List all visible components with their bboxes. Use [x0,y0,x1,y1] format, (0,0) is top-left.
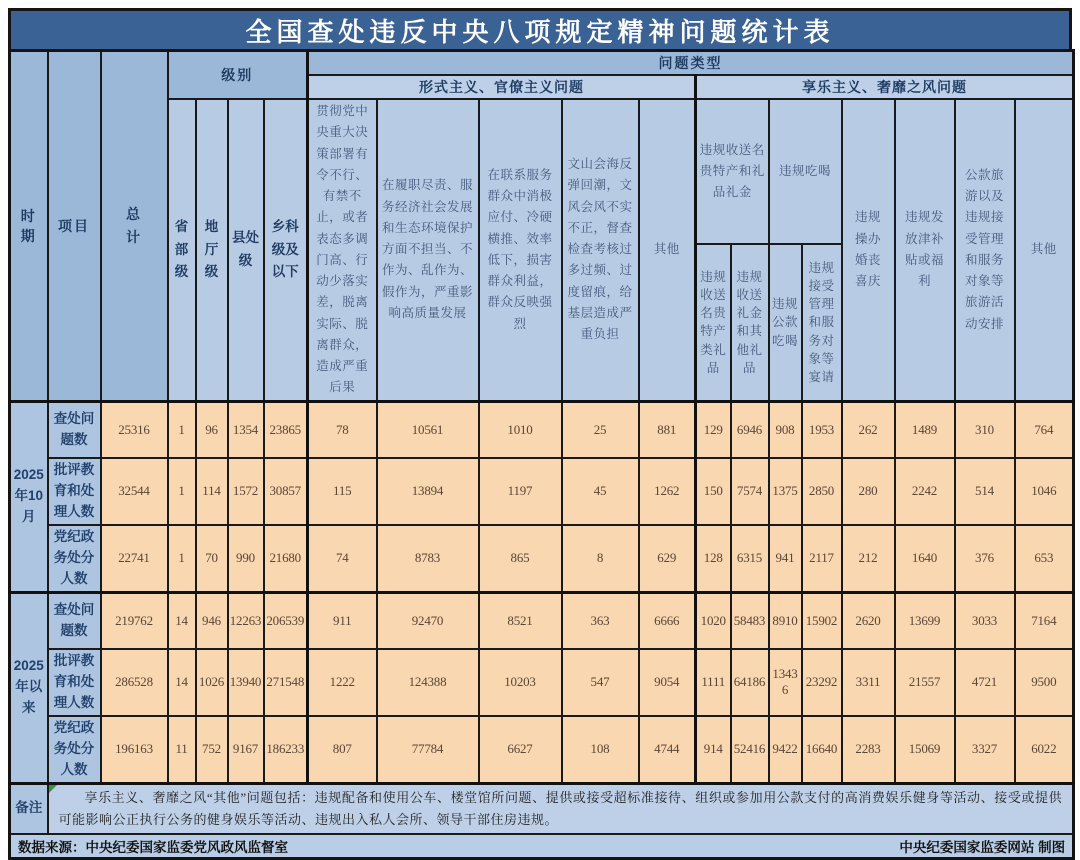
table-row [10,716,1074,783]
data-cell: 13894 [377,458,479,525]
col-wedding-funeral: 违规操办婚丧喜庆 [842,99,895,401]
header-hedonism-group: 享乐主义、奢靡之风问题 [696,75,1074,99]
data-cell: 908 [769,401,802,458]
data-cell: 8910 [769,592,802,649]
data-cell: 186233 [264,716,308,783]
data-cell: 1640 [895,525,955,592]
data-cell: 6666 [639,592,696,649]
data-source: 数据来源：中央纪委国家监委党风政风监督室 [18,839,288,855]
data-cell: 45 [562,458,639,525]
col-formalism-masses: 在联系服务群众中消极应付、冷硬横推、效率低下，损害群众利益，群众反映强烈 [479,99,562,401]
data-cell: 124388 [377,649,479,716]
data-cell: 92470 [377,592,479,649]
item-cell: 党纪政务处分人数 [48,716,101,783]
data-cell: 1026 [196,649,228,716]
source-row [10,834,1074,859]
data-cell: 7574 [731,458,769,525]
data-cell: 911 [308,592,377,649]
statistics-sheet [8,8,1072,860]
header-total [101,51,168,402]
data-cell: 115 [308,458,377,525]
data-cell: 13699 [895,592,955,649]
data-cell: 9167 [228,716,264,783]
data-cell: 3033 [955,592,1015,649]
data-cell: 3311 [842,649,895,716]
data-cell: 881 [639,401,696,458]
data-cell: 15902 [802,592,842,649]
data-cell: 6627 [479,716,562,783]
data-cell: 6315 [731,525,769,592]
table-row [10,401,1074,458]
data-cell: 8 [562,525,639,592]
data-cell: 1375 [769,458,802,525]
data-cell: 21557 [895,649,955,716]
header-level-township: 乡科级及以下 [264,99,308,401]
data-cell: 9054 [639,649,696,716]
col-dining-public-funds: 违规公款吃喝 [769,244,802,401]
data-cell: 376 [955,525,1015,592]
data-cell: 865 [479,525,562,592]
data-cell: 2242 [895,458,955,525]
col-dining-banquet: 违规接受管理和服务对象等宴请 [802,244,842,401]
data-cell: 3327 [955,716,1015,783]
data-cell: 4721 [955,649,1015,716]
data-cell: 363 [562,592,639,649]
data-cell: 129 [696,401,731,458]
data-cell: 629 [639,525,696,592]
header-level-province: 省部级 [168,99,196,401]
data-cell: 212 [842,525,895,592]
col-formalism-duty: 在履职尽责、服务经济社会发展和生态环境保护方面不担当、不作为、乱作为、假作为，严重影响高质量发展 [377,99,479,401]
data-cell: 2283 [842,716,895,783]
data-cell: 4744 [639,716,696,783]
table-row [10,649,1074,716]
data-cell: 14 [168,649,196,716]
data-cell: 78 [308,401,377,458]
data-cell: 12263 [228,592,264,649]
header-problem-type: 问题类型 [308,51,1074,76]
data-cell: 1489 [895,401,955,458]
data-cell: 547 [562,649,639,716]
data-cell: 25 [562,401,639,458]
data-cell: 1197 [479,458,562,525]
header-period: 时期 [10,51,48,402]
item-cell: 查处问题数 [48,401,101,458]
header-level-prefecture: 地厅级 [196,99,228,401]
data-cell: 262 [842,401,895,458]
data-cell: 914 [696,716,731,783]
note-label: 备注 [10,783,48,834]
data-cell: 1 [168,401,196,458]
data-cell: 6022 [1015,716,1074,783]
data-cell: 15069 [895,716,955,783]
col-formalism-meetings: 文山会海反弹回潮，文风会风不实不正，督查检查考核过多过频、过度留痕，给基层造成严重负担 [562,99,639,401]
period-cell-ytd: 2025年以来 [10,592,48,783]
data-cell: 30857 [264,458,308,525]
data-cell: 653 [1015,525,1074,592]
data-cell: 114 [196,458,228,525]
item-cell: 查处问题数 [48,592,101,649]
data-cell: 6946 [731,401,769,458]
data-cell: 23865 [264,401,308,458]
data-cell: 807 [308,716,377,783]
header-total-label: 总计 [126,206,142,245]
data-cell: 514 [955,458,1015,525]
data-cell: 1354 [228,401,264,458]
header-level-county: 县处级 [228,99,264,401]
data-cell: 9422 [769,716,802,783]
header-item: 项目 [48,51,101,402]
col-hedonism-other: 其他 [1015,99,1074,401]
data-cell: 1953 [802,401,842,458]
data-cell: 23292 [802,649,842,716]
data-cell: 990 [228,525,264,592]
data-cell: 128 [696,525,731,592]
data-cell: 22741 [101,525,168,592]
data-cell: 8521 [479,592,562,649]
data-cell: 150 [696,458,731,525]
data-cell: 52416 [731,716,769,783]
data-cell: 752 [196,716,228,783]
data-cell: 1010 [479,401,562,458]
period-cell-oct: 2025年10月 [10,401,48,592]
header-level-group: 级别 [168,51,308,100]
data-cell: 9500 [1015,649,1074,716]
data-cell: 196163 [101,716,168,783]
header-dining-group: 违规吃喝 [769,99,842,244]
header-formalism-group: 形式主义、官僚主义问题 [308,75,696,99]
header-gifts-group: 违规收送名贵特产和礼品礼金 [696,99,769,244]
note-row [10,783,1074,834]
data-cell: 946 [196,592,228,649]
note-text: 享乐主义、奢靡之风“其他”问题包括：违规配备和使用公车、楼堂馆所问题、提供或接受超标准接待、组织或参加用公款支付的高消费娱乐健身等活动、接受或提供可能影响公正执行公务的健身娱乐等活动、违规出入私人会所、领导干部住房违规。 [48,783,1074,834]
data-cell: 10203 [479,649,562,716]
data-cell: 2620 [842,592,895,649]
data-cell: 13436 [769,649,802,716]
data-cell: 271548 [264,649,308,716]
data-cell: 58483 [731,592,769,649]
data-cell: 74 [308,525,377,592]
data-cell: 1046 [1015,458,1074,525]
data-cell: 96 [196,401,228,458]
col-formalism-other: 其他 [639,99,696,401]
data-cell: 14 [168,592,196,649]
data-cell: 1222 [308,649,377,716]
col-formalism-policy: 贯彻党中央重大决策部署有令不行、有禁不止，或者表态多调门高、行动少落实差，脱离实际、脱离群众，造成严重后果 [308,99,377,401]
data-cell: 764 [1015,401,1074,458]
data-cell: 21680 [264,525,308,592]
chart-credit: 中央纪委国家监委网站 制图 [899,839,1066,855]
data-cell: 16640 [802,716,842,783]
data-cell: 219762 [101,592,168,649]
item-cell: 党纪政务处分人数 [48,525,101,592]
data-cell: 1262 [639,458,696,525]
col-gift-money: 违规收送礼金和其他礼品 [731,244,769,401]
data-cell: 280 [842,458,895,525]
col-gift-specialty: 违规收送名贵特产类礼品 [696,244,731,401]
col-allowances: 违规发放津补贴或福利 [895,99,955,401]
table-row [10,458,1074,525]
data-cell: 10561 [377,401,479,458]
data-cell: 2117 [802,525,842,592]
page-title: 全国查处违反中央八项规定精神问题统计表 [245,16,835,47]
data-cell: 11 [168,716,196,783]
col-public-travel: 公款旅游以及违规接受管理和服务对象等旅游活动安排 [955,99,1015,401]
data-cell: 286528 [101,649,168,716]
data-cell: 206539 [264,592,308,649]
table-title-banner [8,8,1072,49]
data-cell: 8783 [377,525,479,592]
data-cell: 108 [562,716,639,783]
statistics-table [8,49,1075,860]
item-cell: 批评教育和处理人数 [48,649,101,716]
data-cell: 941 [769,525,802,592]
data-cell: 70 [196,525,228,592]
data-cell: 1572 [228,458,264,525]
data-cell: 32544 [101,458,168,525]
data-cell: 2850 [802,458,842,525]
item-cell: 批评教育和处理人数 [48,458,101,525]
table-row [10,592,1074,649]
data-cell: 1111 [696,649,731,716]
data-cell: 1 [168,525,196,592]
data-cell: 77784 [377,716,479,783]
data-cell: 25316 [101,401,168,458]
table-row [10,525,1074,592]
data-cell: 64186 [731,649,769,716]
data-cell: 1 [168,458,196,525]
data-cell: 1020 [696,592,731,649]
data-cell: 13940 [228,649,264,716]
data-cell: 310 [955,401,1015,458]
data-cell: 7164 [1015,592,1074,649]
